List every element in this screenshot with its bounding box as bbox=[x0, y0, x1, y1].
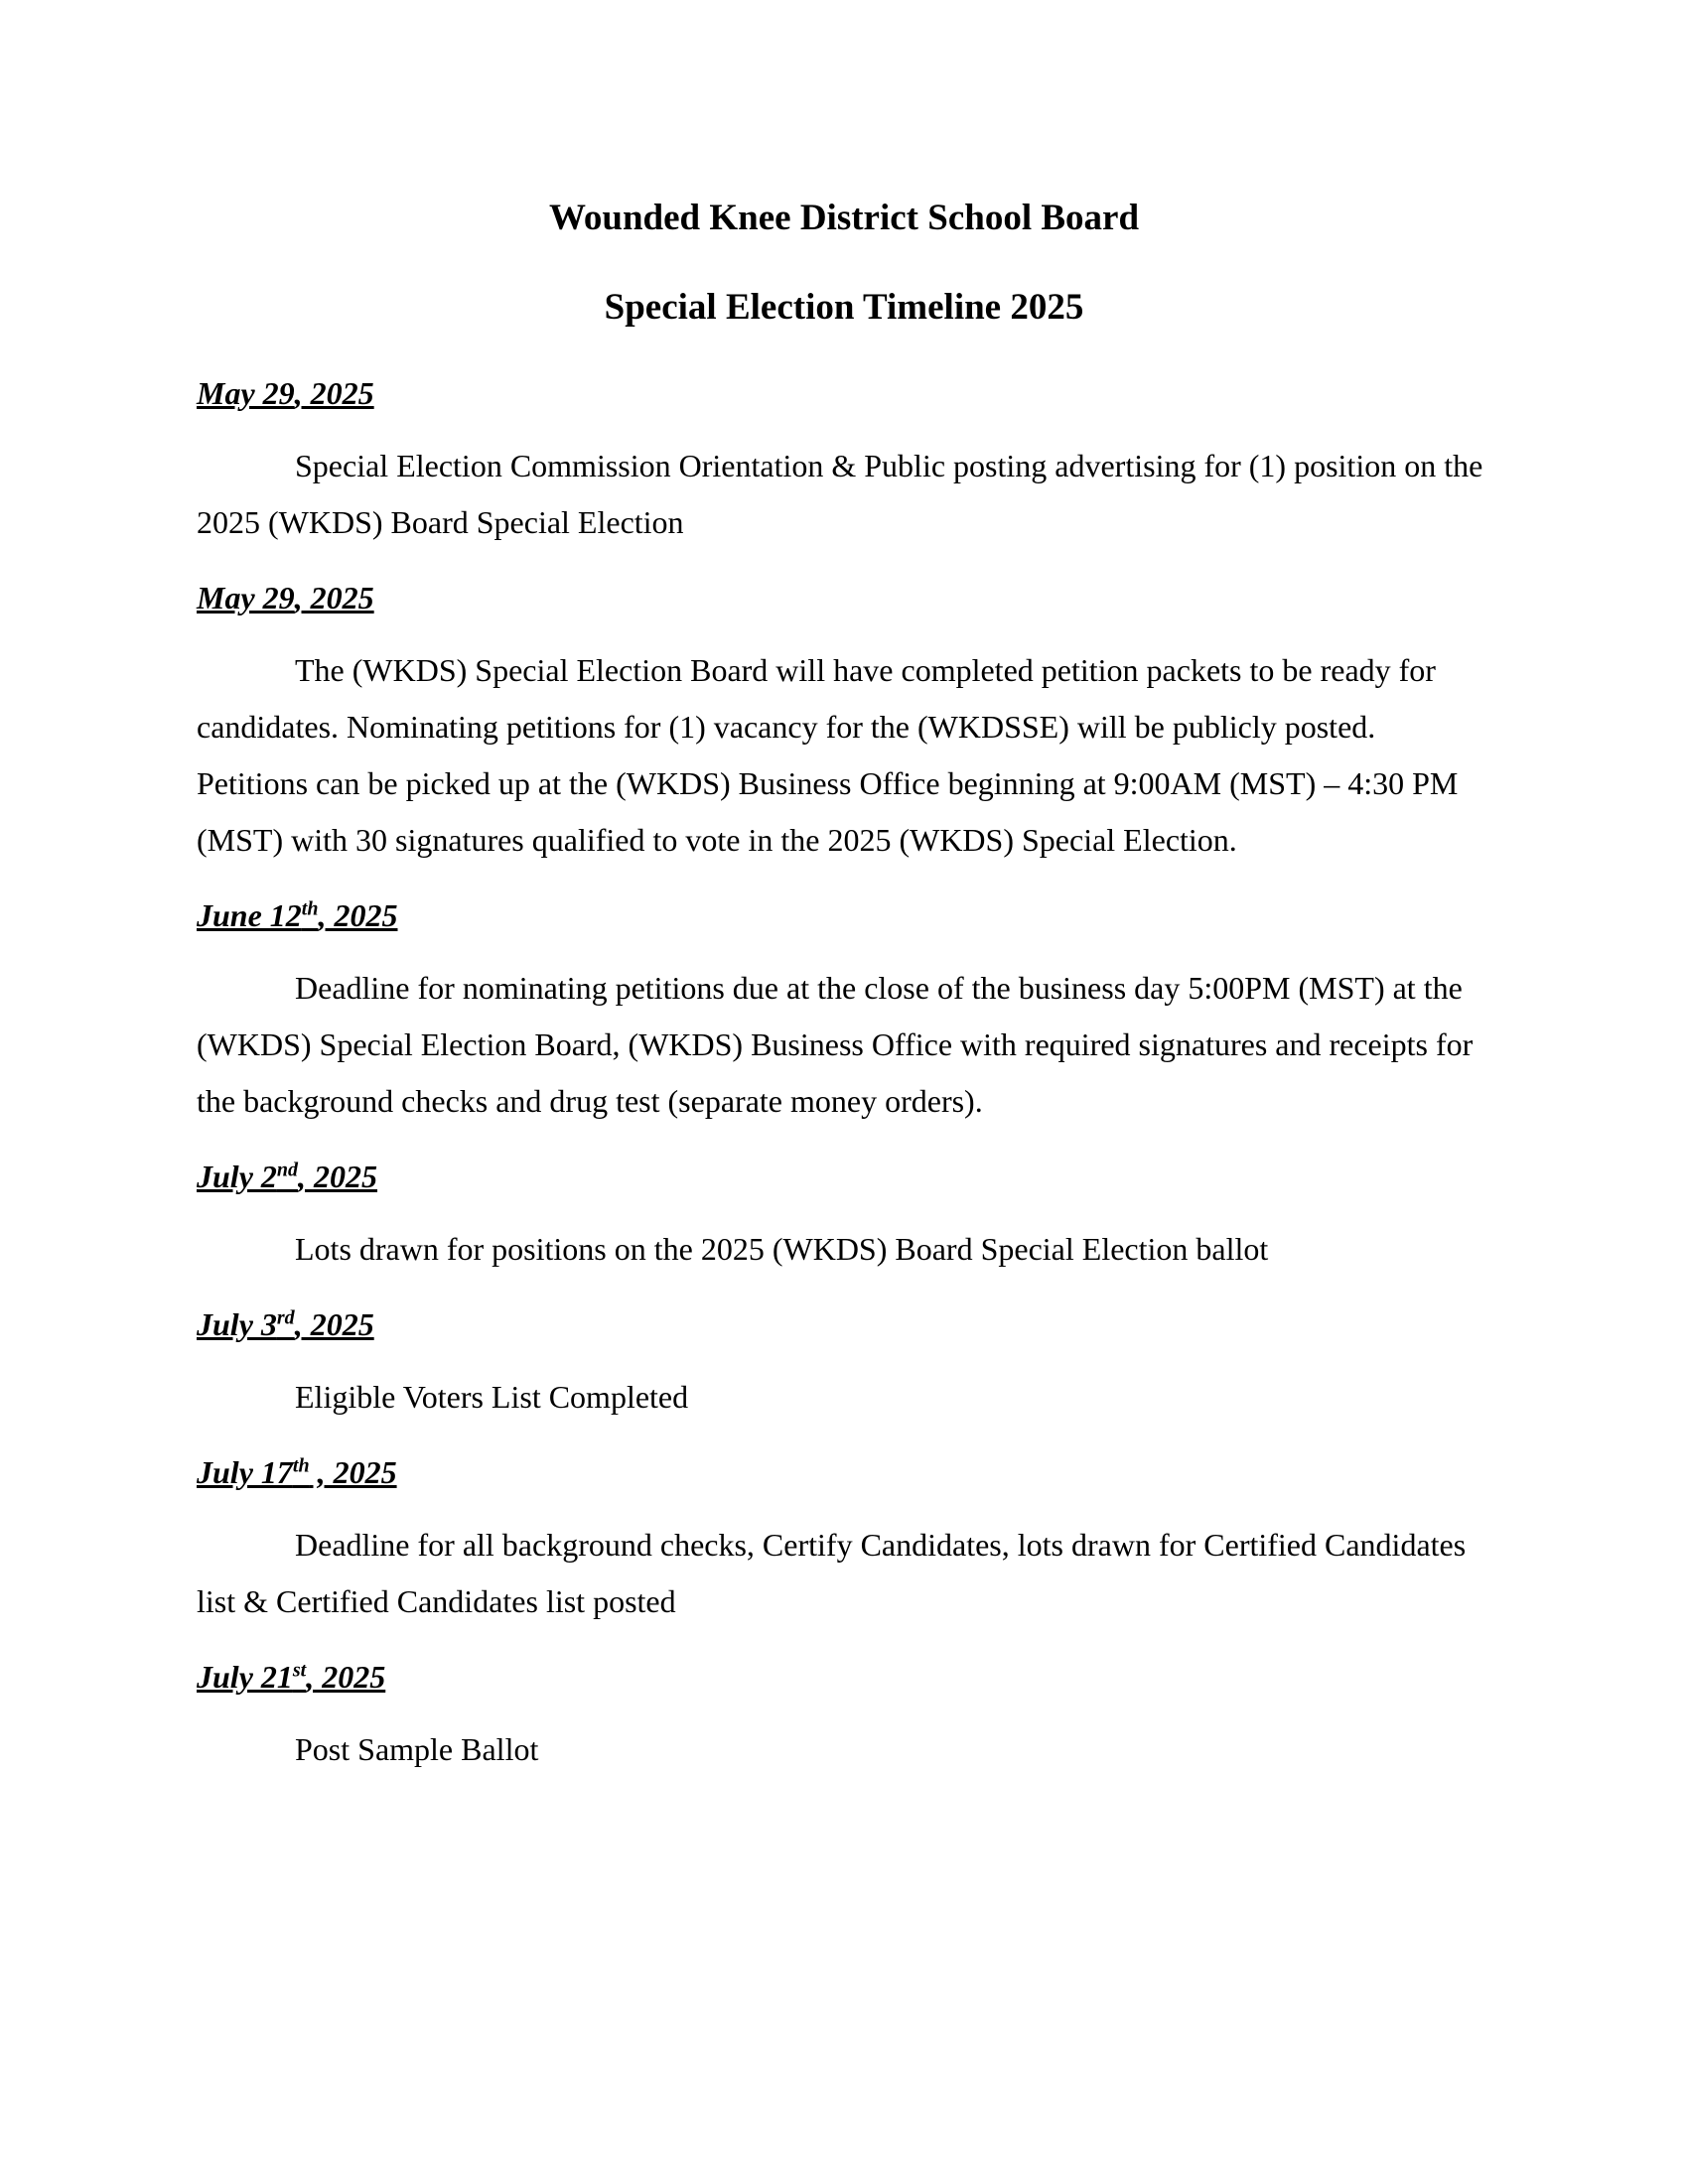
timeline-date: May 29, 2025 bbox=[197, 580, 374, 615]
page-subtitle: Special Election Timeline 2025 bbox=[604, 287, 1084, 328]
timeline-date: May 29, 2025 bbox=[197, 375, 374, 411]
timeline-entry bbox=[197, 575, 1487, 869]
timeline-entry bbox=[197, 892, 1487, 1130]
timeline-entry bbox=[197, 1449, 1487, 1630]
timeline-entry bbox=[197, 370, 1487, 551]
timeline-list bbox=[197, 370, 1487, 1802]
timeline-date: July 3rd, 2025 bbox=[197, 1306, 374, 1342]
timeline-description: Lots drawn for positions on the 2025 (WKDS) Board Special Election ballot bbox=[295, 1231, 1269, 1267]
timeline-date: June 12th, 2025 bbox=[197, 897, 398, 933]
timeline-date: July 2nd, 2025 bbox=[197, 1159, 378, 1194]
timeline-description: Deadline for nominating petitions due at the close of the business day 5:00PM (MST) at the (WKDS) Special Election Board, (WKDS) Business Office with required signatures and receipts for the background checks and drug test (separate money orders). bbox=[197, 970, 1474, 1119]
timeline-description: Special Election Commission Orientation & Public posting advertising for (1) position on the 2025 (WKDS) Board Special Election bbox=[197, 448, 1483, 540]
page-title: Wounded Knee District School Board bbox=[548, 198, 1140, 238]
timeline-date: July 17th , 2025 bbox=[197, 1454, 397, 1490]
timeline-description: The (WKDS) Special Election Board will have completed petition packets to be ready for candidates. Nominating petitions for (1) vacancy for the (WKDSSE) will be publicly posted. Petitions can be picked up at the (WKDS) Business Office beginning at 9:00AM (MST) – 4:30 PM (MST) with 30 signatures qualified to vote in the 2025 (WKDS) Special Election. bbox=[197, 652, 1459, 858]
timeline-description: Deadline for all background checks, Certify Candidates, lots drawn for Certified Candidates list & Certified Candidates list posted bbox=[197, 1527, 1467, 1619]
timeline-entry bbox=[197, 1301, 1487, 1426]
timeline-entry bbox=[197, 1654, 1487, 1778]
timeline-entry bbox=[197, 1154, 1487, 1278]
timeline-date: July 21st, 2025 bbox=[197, 1659, 386, 1695]
timeline-description: Post Sample Ballot bbox=[295, 1731, 539, 1767]
timeline-description: Eligible Voters List Completed bbox=[295, 1379, 689, 1415]
